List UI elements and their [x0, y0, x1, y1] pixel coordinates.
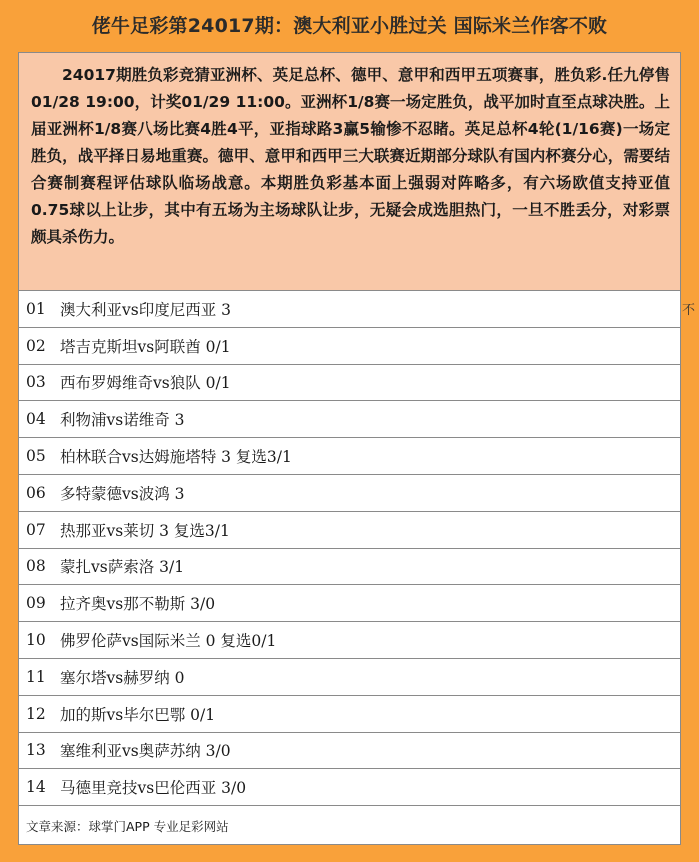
match-number: 10 — [26, 631, 46, 650]
match-text: 佛罗伦萨vs国际米兰 0 复选0/1 — [60, 632, 277, 651]
match-number: 06 — [26, 483, 46, 502]
match-text: 加的斯vs毕尔巴鄂 0/1 — [60, 705, 216, 724]
intro-paragraph: 24017期胜负彩竞猜亚洲杯、英足总杯、德甲、意甲和西甲五项赛事，胜负彩.任九停售01/28 19:00，计奖01/29 11:00。亚洲杯1/8赛一场定胜负，战平加时直至点球决胜。上届亚洲杯1/8赛八场比赛4胜4平，亚指球路3赢5输惨不忍睹。英足总杯4轮(1/16赛)一场定胜负，战平择日易地重赛。德甲、意甲和西甲三大联赛近期部分球队有国内杯赛分心，需要结合赛制赛程评估球队临场战意。本期胜负彩基本面上强弱对阵略多，有六场欧值支持亚值0.75球以上让步，其中有五场为主场球队让步，无疑会成选胆热门，一旦不胜丢分，对彩票颇具杀伤力。 — [19, 53, 680, 291]
match-number: 07 — [26, 520, 46, 539]
match-row — [19, 659, 680, 696]
match-row — [19, 512, 680, 549]
source-footer: 文章来源：球掌门APP 专业足彩网站 — [26, 819, 229, 835]
match-text: 多特蒙德vs波鸿 3 — [60, 484, 185, 503]
match-row — [19, 585, 680, 622]
match-text: 西布罗姆维奇vs狼队 0/1 — [60, 374, 231, 393]
match-number: 05 — [26, 447, 46, 466]
match-number: 08 — [26, 557, 46, 576]
match-text: 蒙扎vs萨索洛 3/1 — [60, 558, 185, 577]
match-row — [19, 733, 680, 770]
match-row — [19, 696, 680, 733]
match-text: 澳大利亚vs印度尼西亚 3 — [60, 300, 232, 319]
match-number: 01 — [26, 299, 46, 318]
match-row — [19, 365, 680, 402]
match-number: 02 — [26, 336, 46, 355]
match-number: 12 — [26, 704, 46, 723]
match-text: 柏林联合vs达姆施塔特 3 复选3/1 — [60, 448, 292, 467]
match-text: 塞尔塔vs赫罗纳 0 — [60, 668, 185, 687]
match-row — [19, 291, 680, 328]
match-text: 利物浦vs诺维奇 3 — [60, 411, 185, 430]
match-number: 04 — [26, 410, 46, 429]
match-row — [19, 475, 680, 512]
match-text: 塞维利亚vs奥萨苏纳 3/0 — [60, 742, 231, 761]
match-number: 11 — [26, 667, 46, 686]
match-row — [19, 438, 680, 475]
page-title: 佬牛足彩第24017期：澳大利亚小胜过关 国际米兰作客不败 — [91, 15, 608, 37]
match-number: 03 — [26, 373, 46, 392]
match-text: 马德里竞技vs巴伦西亚 3/0 — [60, 779, 247, 798]
match-row — [19, 549, 680, 586]
match-row — [19, 769, 680, 806]
match-number: 09 — [26, 594, 46, 613]
match-text: 热那亚vs莱切 3 复选3/1 — [60, 521, 230, 540]
match-text: 拉齐奥vs那不勒斯 3/0 — [60, 595, 216, 614]
match-number: 14 — [26, 778, 46, 797]
prediction-sheet — [18, 52, 681, 845]
match-row — [19, 622, 680, 659]
side-note: 不 — [682, 303, 696, 318]
match-row — [19, 401, 680, 438]
match-row — [19, 328, 680, 365]
match-number: 13 — [26, 741, 46, 760]
match-text: 塔吉克斯坦vs阿联酋 0/1 — [60, 337, 231, 356]
